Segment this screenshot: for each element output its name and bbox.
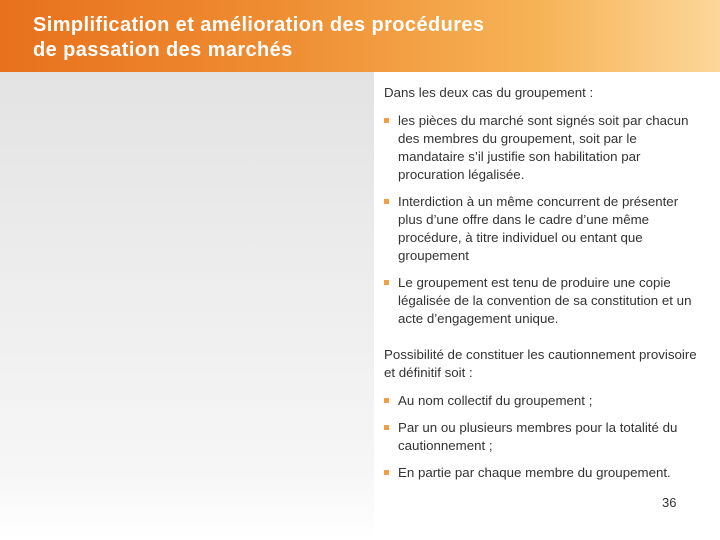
square-bullet-icon (384, 280, 389, 285)
square-bullet-icon (384, 398, 389, 403)
list-item (384, 112, 706, 184)
slide-header (0, 0, 720, 72)
title-line-2: de passation des marchés (33, 39, 293, 61)
intro-paragraph-cautionnement: Possibilité de constituer les cautionnement provisoire et définitif soit : (384, 347, 697, 380)
bullet-list-cautionnement (384, 392, 706, 482)
list-item (384, 274, 706, 328)
list-item-text: Au nom collectif du groupement ; (398, 393, 593, 408)
left-gray-panel (0, 72, 374, 540)
list-item (384, 464, 706, 482)
list-item-text: En partie par chaque membre du groupement. (398, 465, 671, 480)
list-item-text: Le groupement est tenu de produire une copie légalisée de la convention de sa constitution et un acte d’engagement unique. (398, 275, 692, 326)
slide-body (384, 84, 706, 491)
list-item (384, 419, 706, 455)
title-line-1: Simplification et amélioration des procédures (33, 14, 485, 36)
square-bullet-icon (384, 470, 389, 475)
bullet-list-groupement (384, 112, 706, 328)
square-bullet-icon (384, 425, 389, 430)
slide-title (33, 13, 673, 63)
square-bullet-icon (384, 118, 389, 123)
intro-paragraph-groupement: Dans les deux cas du groupement : (384, 85, 594, 100)
square-bullet-icon (384, 199, 389, 204)
list-item-text: les pièces du marché sont signés soit par chacun des membres du groupement, soit par le mandataire s’il justifie son habilitation par procuration légalisée. (398, 113, 689, 182)
list-item-text: Par un ou plusieurs membres pour la totalité du cautionnement ; (398, 420, 678, 453)
list-item-text: Interdiction à un même concurrent de présenter plus d’une offre dans le cadre d’une même procédure, à titre individuel ou entant que groupement (398, 194, 679, 263)
list-item (384, 193, 706, 265)
list-item (384, 392, 706, 410)
page-number: 36 (662, 495, 677, 510)
